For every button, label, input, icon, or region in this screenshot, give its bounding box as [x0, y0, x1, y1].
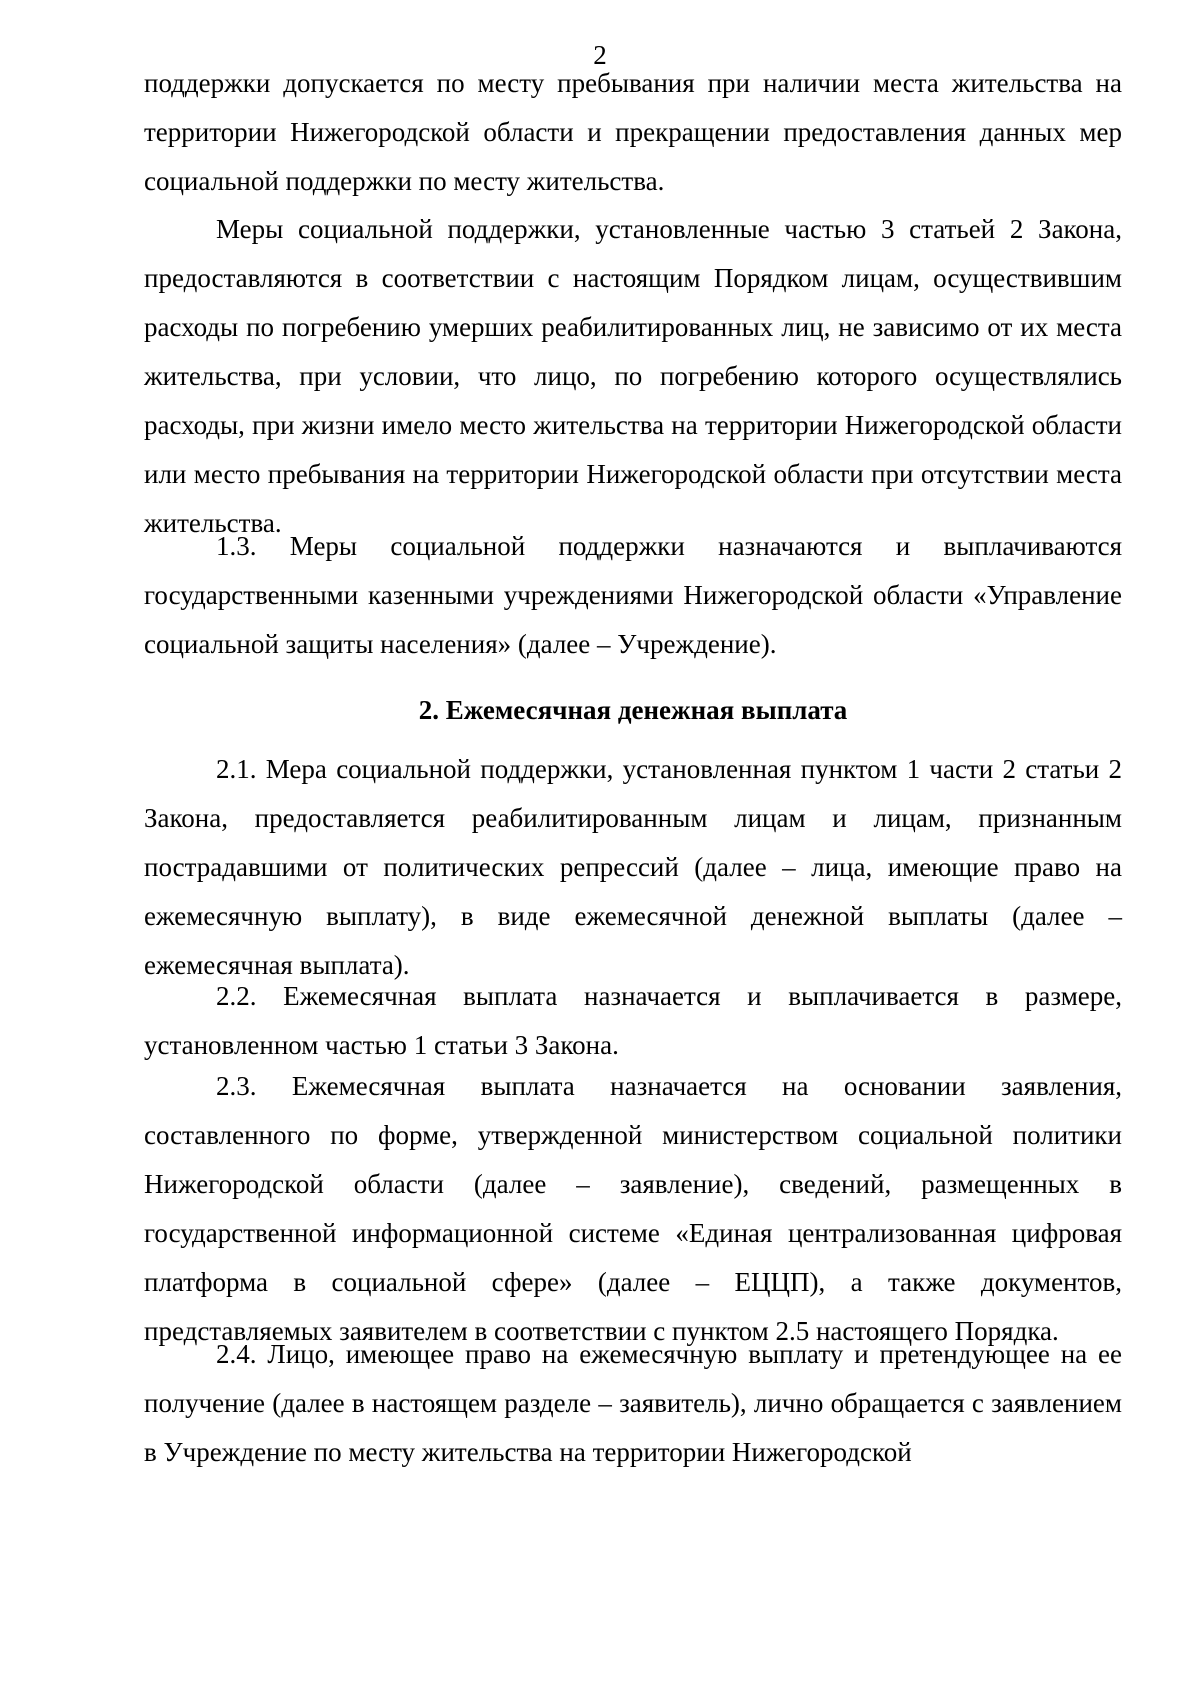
page-number: 2 — [593, 40, 607, 70]
paragraph-2-1: 2.1. Мера социальной поддержки, установленная пунктом 1 части 2 статьи 2 Закона, предоставляется реабилитированным лицам и лицам, признанным пострадавшими от политических репрессий (далее – лица, имеющие право на ежемесячную выплату), в виде ежемесячной денежной выплаты (далее – ежемесячная выплата). — [144, 754, 1122, 980]
paragraph-2-2: 2.2. Ежемесячная выплата назначается и выплачивается в размере, установленном частью 1 статьи 3 Закона. — [144, 981, 1122, 1060]
paragraph-continuation: поддержки допускается по месту пребывания при наличии места жительства на территории Нижегородской области и прекращении предоставления данных мер социальной поддержки по месту жительства. — [144, 68, 1122, 196]
paragraph-2-4: 2.4. Лицо, имеющее право на ежемесячную выплату и претендующее на ее получение (далее в настоящем разделе – заявитель), лично обращается с заявлением в Учреждение по месту жительства на территории Нижегородской — [144, 1339, 1122, 1467]
paragraph-2-3: 2.3. Ежемесячная выплата назначается на основании заявления, составленного по форме, утвержденной министерством социальной политики Нижегородской области (далее – заявление), сведений, размещенных в государственной информационной системе «Единая централизованная цифровая платформа в социальной сфере» (далее – ЕЦЦП), а также документов, представляемых заявителем в соответствии с пунктом 2.5 настоящего Порядка. — [144, 1071, 1122, 1346]
paragraph-1-3: 1.3. Меры социальной поддержки назначаются и выплачиваются государственными казенными учреждениями Нижегородской области «Управление социальной защиты населения» (далее – Учреждение). — [144, 531, 1122, 659]
section-heading: 2. Ежемесячная денежная выплата — [418, 695, 848, 725]
paragraph-burial-support: Меры социальной поддержки, установленные частью 3 статьей 2 Закона, предоставляются в соответствии с настоящим Порядком лицам, осуществившим расходы по погребению умерших реабилитированных лиц, не зависимо от их места жительства, при условии, что лицо, по погребению которого осуществлялись расходы, при жизни имело место жительства на территории Нижегородской области или место пребывания на территории Нижегородской области при отсутствии места жительства. — [144, 214, 1122, 538]
